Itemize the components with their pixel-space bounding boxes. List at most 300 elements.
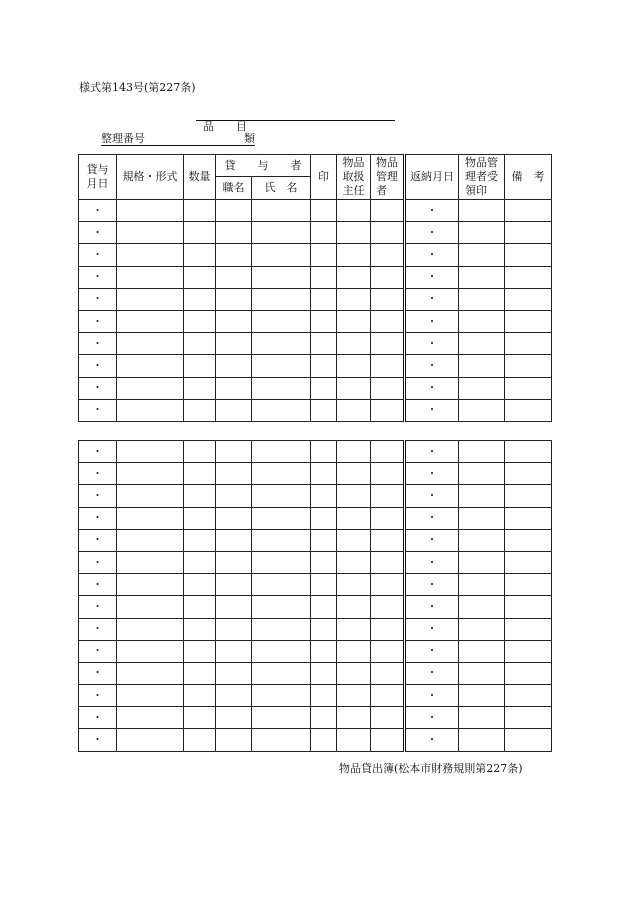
manager-receipt-cell: [459, 729, 505, 751]
return-date-cell: ・: [405, 529, 459, 551]
table-row: [79, 529, 552, 551]
manager-receipt-cell: [459, 574, 505, 596]
remarks-cell: [505, 310, 552, 332]
lender-name-cell: [252, 310, 311, 332]
seal-cell: [311, 377, 337, 399]
lender-title-cell: [216, 551, 252, 573]
lender-name-cell: [252, 685, 311, 707]
table-row: [79, 463, 552, 485]
manager-receipt-cell: [459, 200, 505, 222]
quantity-cell: [184, 377, 216, 399]
manager-cell: [371, 222, 405, 244]
quantity-cell: [184, 618, 216, 640]
remarks-cell: [505, 662, 552, 684]
handler-cell: [337, 266, 371, 288]
seal-cell: [311, 222, 337, 244]
manager-header: 物品 管理 者: [371, 155, 405, 200]
remarks-cell: [505, 574, 552, 596]
lending-ledger-table-lower: [78, 440, 552, 752]
table-row: [79, 377, 552, 399]
lend-date-cell: ・: [79, 707, 117, 729]
seal-cell: [311, 596, 337, 618]
handler-cell: [337, 507, 371, 529]
quantity-cell: [184, 288, 216, 310]
return-date-cell: ・: [405, 662, 459, 684]
handler-cell: [337, 399, 371, 421]
seal-cell: [311, 574, 337, 596]
manager-receipt-cell: [459, 640, 505, 662]
remarks-cell: [505, 441, 552, 463]
spec-cell: [117, 377, 184, 399]
seal-cell: [311, 662, 337, 684]
handler-header: 物品 取扱 主任: [337, 155, 371, 200]
lender-name-cell: [252, 729, 311, 751]
lender-name-cell: [252, 355, 311, 377]
lender-name-cell: [252, 618, 311, 640]
quantity-cell: [184, 662, 216, 684]
manager-cell: [371, 707, 405, 729]
lender-name-cell: [252, 288, 311, 310]
seal-cell: [311, 355, 337, 377]
manager-cell: [371, 333, 405, 355]
lender-name-cell: [252, 266, 311, 288]
manager-cell: [371, 288, 405, 310]
table-row: [79, 310, 552, 332]
lender-header: 貸 与 者: [216, 155, 311, 177]
category-suffix-label: 類: [244, 132, 255, 145]
manager-receipt-cell: [459, 529, 505, 551]
return-date-cell: ・: [405, 377, 459, 399]
handler-cell: [337, 485, 371, 507]
lend-date-cell: ・: [79, 485, 117, 507]
lend-date-cell: ・: [79, 222, 117, 244]
ledger-body-upper: [79, 200, 552, 422]
lender-title-cell: [216, 377, 252, 399]
lender-name-cell: [252, 529, 311, 551]
spec-cell: [117, 222, 184, 244]
lender-title-cell: [216, 707, 252, 729]
lend-date-cell: ・: [79, 355, 117, 377]
seal-cell: [311, 529, 337, 551]
lender-name-cell: [252, 441, 311, 463]
lend-date-cell: ・: [79, 200, 117, 222]
remarks-cell: [505, 266, 552, 288]
handler-cell: [337, 618, 371, 640]
handler-cell: [337, 551, 371, 573]
spec-cell: [117, 507, 184, 529]
serial-number-field: [101, 132, 255, 146]
spec-cell: [117, 310, 184, 332]
manager-receipt-cell: [459, 399, 505, 421]
table-row: [79, 441, 552, 463]
table-row: [79, 662, 552, 684]
seal-cell: [311, 288, 337, 310]
lender-name-cell: [252, 485, 311, 507]
return-date-cell: ・: [405, 685, 459, 707]
manager-receipt-cell: [459, 618, 505, 640]
table-row: [79, 266, 552, 288]
manager-cell: [371, 662, 405, 684]
quantity-cell: [184, 200, 216, 222]
manager-cell: [371, 310, 405, 332]
lender-name-cell: [252, 551, 311, 573]
remarks-cell: [505, 729, 552, 751]
lend-date-cell: ・: [79, 288, 117, 310]
quantity-cell: [184, 222, 216, 244]
return-date-cell: ・: [405, 288, 459, 310]
seal-header: 印: [311, 155, 337, 200]
lender-name-cell: [252, 707, 311, 729]
handler-cell: [337, 463, 371, 485]
return-date-cell: ・: [405, 463, 459, 485]
return-date-cell: ・: [405, 333, 459, 355]
manager-cell: [371, 551, 405, 573]
item-field: [196, 107, 395, 133]
quantity-cell: [184, 707, 216, 729]
lend-date-cell: ・: [79, 441, 117, 463]
table-row: [79, 574, 552, 596]
lender-title-cell: [216, 333, 252, 355]
lender-name-cell: [252, 244, 311, 266]
spec-cell: [117, 288, 184, 310]
seal-cell: [311, 707, 337, 729]
lend-date-cell: ・: [79, 463, 117, 485]
seal-cell: [311, 333, 337, 355]
manager-receipt-cell: [459, 507, 505, 529]
manager-receipt-cell: [459, 288, 505, 310]
handler-cell: [337, 596, 371, 618]
remarks-cell: [505, 355, 552, 377]
lender-name-cell: [252, 507, 311, 529]
handler-cell: [337, 200, 371, 222]
manager-receipt-cell: [459, 596, 505, 618]
remarks-cell: [505, 551, 552, 573]
lender-name-cell: [252, 640, 311, 662]
remarks-cell: [505, 333, 552, 355]
quantity-cell: [184, 485, 216, 507]
lender-title-cell: [216, 355, 252, 377]
lend-date-cell: ・: [79, 618, 117, 640]
quantity-cell: [184, 399, 216, 421]
seal-cell: [311, 244, 337, 266]
lend-date-cell: ・: [79, 529, 117, 551]
handler-cell: [337, 310, 371, 332]
quantity-cell: [184, 310, 216, 332]
remarks-cell: [505, 463, 552, 485]
seal-cell: [311, 266, 337, 288]
handler-cell: [337, 288, 371, 310]
lend-date-cell: ・: [79, 574, 117, 596]
lender-title-cell: [216, 288, 252, 310]
manager-cell: [371, 507, 405, 529]
manager-receipt-cell: [459, 333, 505, 355]
handler-cell: [337, 707, 371, 729]
table-row: [79, 222, 552, 244]
manager-cell: [371, 729, 405, 751]
handler-cell: [337, 355, 371, 377]
quantity-cell: [184, 463, 216, 485]
lend-date-cell: ・: [79, 551, 117, 573]
return-date-cell: ・: [405, 485, 459, 507]
return-date-header: 返納月日: [405, 155, 459, 200]
item-label: 品 目: [203, 120, 247, 133]
spec-cell: [117, 200, 184, 222]
spec-cell: [117, 707, 184, 729]
footer-title: 物品貸出簿(松本市財務規則第227条): [339, 762, 523, 775]
lender-title-cell: [216, 685, 252, 707]
table-row: [79, 355, 552, 377]
return-date-cell: ・: [405, 266, 459, 288]
return-date-cell: ・: [405, 551, 459, 573]
manager-cell: [371, 377, 405, 399]
table-row: [79, 399, 552, 421]
return-date-cell: ・: [405, 707, 459, 729]
spec-cell: [117, 640, 184, 662]
manager-cell: [371, 685, 405, 707]
lend-date-cell: ・: [79, 507, 117, 529]
lender-title-cell: [216, 244, 252, 266]
ledger-header: [79, 155, 552, 200]
quantity-cell: [184, 529, 216, 551]
table-row: [79, 244, 552, 266]
spec-cell: [117, 662, 184, 684]
return-date-cell: ・: [405, 441, 459, 463]
seal-cell: [311, 310, 337, 332]
manager-receipt-header: 物品管 理者受 領印: [459, 155, 505, 200]
lend-date-cell: ・: [79, 596, 117, 618]
lender-title-header: 職名: [216, 177, 252, 200]
lender-title-cell: [216, 399, 252, 421]
spec-cell: [117, 266, 184, 288]
quantity-cell: [184, 640, 216, 662]
spec-cell: [117, 463, 184, 485]
lender-title-cell: [216, 200, 252, 222]
remarks-cell: [505, 707, 552, 729]
return-date-cell: ・: [405, 355, 459, 377]
spec-cell: [117, 551, 184, 573]
remarks-cell: [505, 222, 552, 244]
manager-cell: [371, 244, 405, 266]
lender-name-cell: [252, 377, 311, 399]
lender-title-cell: [216, 266, 252, 288]
lend-date-cell: ・: [79, 685, 117, 707]
return-date-cell: ・: [405, 507, 459, 529]
lender-title-cell: [216, 529, 252, 551]
seal-cell: [311, 463, 337, 485]
manager-receipt-cell: [459, 310, 505, 332]
manager-receipt-cell: [459, 377, 505, 399]
handler-cell: [337, 441, 371, 463]
manager-cell: [371, 574, 405, 596]
manager-receipt-cell: [459, 441, 505, 463]
remarks-cell: [505, 640, 552, 662]
form-number: 様式第143号(第227条): [79, 81, 196, 94]
quantity-cell: [184, 244, 216, 266]
remarks-cell: [505, 596, 552, 618]
lend-date-cell: ・: [79, 729, 117, 751]
spec-cell: [117, 441, 184, 463]
table-row: [79, 507, 552, 529]
lend-date-cell: ・: [79, 333, 117, 355]
remarks-cell: [505, 685, 552, 707]
seal-cell: [311, 399, 337, 421]
handler-cell: [337, 333, 371, 355]
lender-title-cell: [216, 507, 252, 529]
quantity-cell: [184, 441, 216, 463]
table-row: [79, 640, 552, 662]
remarks-cell: [505, 244, 552, 266]
lender-name-cell: [252, 200, 311, 222]
seal-cell: [311, 507, 337, 529]
quantity-cell: [184, 596, 216, 618]
manager-receipt-cell: [459, 685, 505, 707]
lend-date-cell: ・: [79, 244, 117, 266]
lending-ledger-table-upper: [78, 154, 552, 422]
spec-cell: [117, 355, 184, 377]
lender-name-cell: [252, 399, 311, 421]
manager-receipt-cell: [459, 707, 505, 729]
quantity-cell: [184, 685, 216, 707]
remarks-cell: [505, 200, 552, 222]
return-date-cell: ・: [405, 729, 459, 751]
return-date-cell: ・: [405, 640, 459, 662]
seal-cell: [311, 485, 337, 507]
remarks-cell: [505, 288, 552, 310]
seal-cell: [311, 441, 337, 463]
lend-date-header: 貸与 月日: [79, 155, 117, 200]
handler-cell: [337, 640, 371, 662]
spec-cell: [117, 729, 184, 751]
table-row: [79, 288, 552, 310]
seal-cell: [311, 200, 337, 222]
quantity-cell: [184, 551, 216, 573]
seal-cell: [311, 685, 337, 707]
return-date-cell: ・: [405, 200, 459, 222]
spec-cell: [117, 618, 184, 640]
spec-cell: [117, 399, 184, 421]
manager-receipt-cell: [459, 662, 505, 684]
return-date-cell: ・: [405, 399, 459, 421]
remarks-cell: [505, 399, 552, 421]
handler-cell: [337, 529, 371, 551]
remarks-cell: [505, 507, 552, 529]
seal-cell: [311, 640, 337, 662]
manager-receipt-cell: [459, 266, 505, 288]
handler-cell: [337, 662, 371, 684]
handler-cell: [337, 729, 371, 751]
return-date-cell: ・: [405, 596, 459, 618]
manager-receipt-cell: [459, 485, 505, 507]
return-date-cell: ・: [405, 618, 459, 640]
manager-receipt-cell: [459, 244, 505, 266]
lender-name-cell: [252, 222, 311, 244]
manager-cell: [371, 441, 405, 463]
table-row: [79, 618, 552, 640]
lend-date-cell: ・: [79, 662, 117, 684]
serial-number-label: 整理番号: [101, 132, 145, 145]
remarks-cell: [505, 377, 552, 399]
lender-title-cell: [216, 310, 252, 332]
lender-title-cell: [216, 596, 252, 618]
lend-date-cell: ・: [79, 640, 117, 662]
manager-cell: [371, 640, 405, 662]
lender-title-cell: [216, 463, 252, 485]
lend-date-cell: ・: [79, 310, 117, 332]
quantity-cell: [184, 729, 216, 751]
return-date-cell: ・: [405, 574, 459, 596]
manager-cell: [371, 463, 405, 485]
spec-cell: [117, 244, 184, 266]
table-row: [79, 333, 552, 355]
manager-receipt-cell: [459, 551, 505, 573]
table-row: [79, 200, 552, 222]
lender-name-cell: [252, 574, 311, 596]
seal-cell: [311, 618, 337, 640]
lender-title-cell: [216, 618, 252, 640]
lend-date-cell: ・: [79, 399, 117, 421]
quantity-cell: [184, 507, 216, 529]
spec-cell: [117, 574, 184, 596]
manager-cell: [371, 355, 405, 377]
spec-cell: [117, 596, 184, 618]
manager-cell: [371, 485, 405, 507]
return-date-cell: ・: [405, 222, 459, 244]
manager-cell: [371, 399, 405, 421]
handler-cell: [337, 574, 371, 596]
manager-cell: [371, 618, 405, 640]
manager-cell: [371, 529, 405, 551]
manager-receipt-cell: [459, 222, 505, 244]
spec-cell: [117, 529, 184, 551]
spec-header: 規格・形式: [117, 155, 184, 200]
lender-title-cell: [216, 485, 252, 507]
table-row: [79, 729, 552, 751]
handler-cell: [337, 377, 371, 399]
return-date-cell: ・: [405, 310, 459, 332]
quantity-cell: [184, 333, 216, 355]
remarks-cell: [505, 618, 552, 640]
manager-cell: [371, 200, 405, 222]
lender-title-cell: [216, 441, 252, 463]
handler-cell: [337, 222, 371, 244]
lender-title-cell: [216, 640, 252, 662]
ledger-body-lower: [79, 441, 552, 752]
lender-title-cell: [216, 729, 252, 751]
lender-title-cell: [216, 222, 252, 244]
lender-title-cell: [216, 574, 252, 596]
quantity-header: 数量: [184, 155, 216, 200]
spec-cell: [117, 485, 184, 507]
lender-name-cell: [252, 463, 311, 485]
quantity-cell: [184, 574, 216, 596]
table-row: [79, 551, 552, 573]
spec-cell: [117, 333, 184, 355]
handler-cell: [337, 685, 371, 707]
seal-cell: [311, 729, 337, 751]
lender-name-cell: [252, 596, 311, 618]
spec-cell: [117, 685, 184, 707]
lend-date-cell: ・: [79, 266, 117, 288]
table-row: [79, 485, 552, 507]
table-row: [79, 685, 552, 707]
table-row: [79, 707, 552, 729]
table-row: [79, 596, 552, 618]
remarks-header: 備 考: [505, 155, 552, 200]
lender-title-cell: [216, 662, 252, 684]
return-date-cell: ・: [405, 244, 459, 266]
quantity-cell: [184, 355, 216, 377]
handler-cell: [337, 244, 371, 266]
